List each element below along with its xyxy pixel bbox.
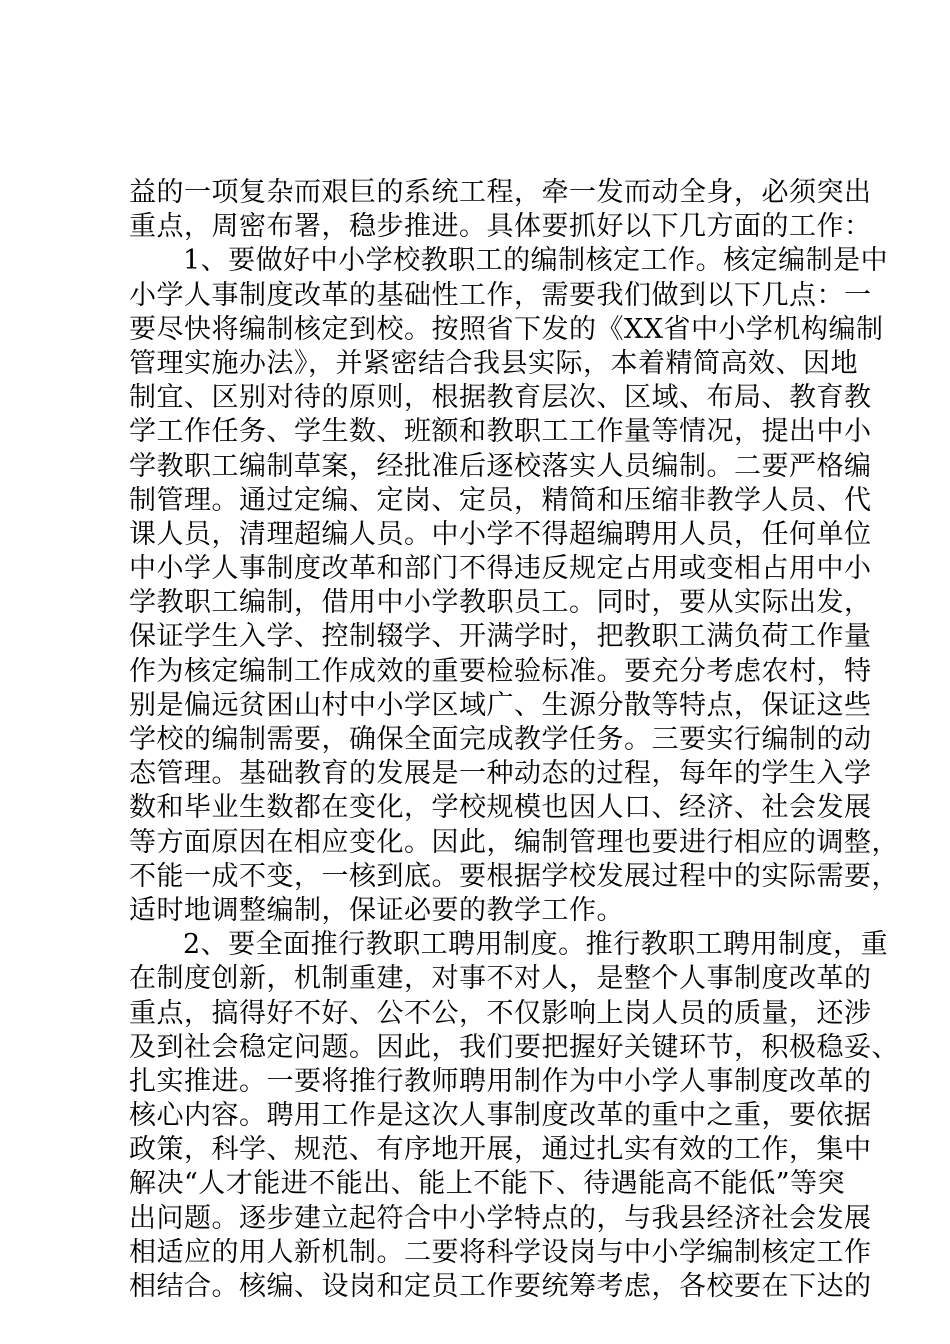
text-line: 学教职工编制，借用中小学教职员工。同时，要从实际出发，: [129, 587, 872, 619]
text-line: 核心内容。聘用工作是这次人事制度改革的重中之重，要依据: [129, 1100, 872, 1132]
text-line: 保证学生入学、控制辍学、开满学时，把教职工满负荷工作量: [129, 621, 872, 653]
text-line: 作为核定编制工作成效的重要检验标准。要充分考虑农村，特: [129, 655, 872, 687]
text-line: 要尽快将编制核定到校。按照省下发的《XX省中小学机构编制: [129, 313, 884, 345]
text-line: 1、要做好中小学校教职工的编制核定工作。核定编制是中: [183, 245, 889, 277]
text-line: 政策，科学、规范、有序地开展，通过扎实有效的工作，集中: [129, 1134, 872, 1166]
text-line: 不能一成不变，一核到底。要根据学校发展过程中的实际需要，: [129, 860, 899, 892]
text-line: 学校的编制需要，确保全面完成教学任务。三要实行编制的动: [129, 724, 872, 755]
text-line: 解决“人才能进不能出、能上不能下、待遇能高不能低”等突: [129, 1168, 846, 1200]
text-line: 制管理。通过定编、定岗、定员，精简和压缩非教学人员、代: [129, 484, 872, 516]
text-line: 重点，周密布署，稳步推进。具体要抓好以下几方面的工作：: [129, 211, 872, 243]
text-line: 扎实推进。一要将推行教师聘用制作为中小学人事制度改革的: [129, 1065, 872, 1097]
text-line: 重点，搞得好不好、公不公，不仅影响上岗人员的质量，还涉: [129, 997, 872, 1029]
text-line: 2、要全面推行教职工聘用制度。推行教职工聘用制度，重: [183, 929, 889, 961]
text-line: 中小学人事制度改革和部门不得违反规定占用或变相占用中小: [129, 553, 872, 585]
text-line: 管理实施办法》，并紧密结合我县实际，本着精简高效、因地: [129, 347, 858, 379]
text-line: 相结合。核编、设岗和定员工作要统筹考虑，各校要在下达的: [129, 1271, 872, 1302]
text-line: 等方面原因在相应变化。因此，编制管理也要进行相应的调整，: [129, 826, 899, 858]
text-line: 及到社会稳定问题。因此，我们要把握好关键环节，积极稳妥、: [129, 1031, 899, 1063]
text-line: 益的一项复杂而艰巨的系统工程，牵一发而动全身，必须突出: [129, 177, 872, 208]
text-line: 在制度创新，机制重建，对事不对人，是整个人事制度改革的: [129, 963, 872, 995]
text-line: 相适应的用人新机制。二要将科学设岗与中小学编制核定工作: [129, 1236, 872, 1268]
text-line: 课人员，清理超编人员。中小学不得超编聘用人员，任何单位: [129, 518, 872, 550]
text-line: 数和毕业生数都在变化，学校规模也因人口、经济、社会发展: [129, 792, 872, 824]
text-line: 适时地调整编制，保证必要的教学工作。: [129, 894, 624, 926]
text-line: 制宜、区别对待的原则，根据教育层次、区域、布局、教育教: [129, 382, 872, 414]
text-line: 出问题。逐步建立起符合中小学特点的，与我县经济社会发展: [129, 1202, 872, 1234]
text-line: 小学人事制度改革的基础性工作，需要我们做到以下几点：一: [129, 279, 872, 311]
text-line: 学教职工编制草案，经批准后逐校落实人员编制。二要严格编: [129, 450, 872, 482]
text-line: 态管理。基础教育的发展是一种动态的过程，每年的学生入学: [129, 758, 872, 790]
text-line: 别是偏远贫困山村中小学区域广、生源分散等特点，保证这些: [129, 689, 872, 721]
text-line: 学工作任务、学生数、班额和教职工工作量等情况，提出中小: [129, 416, 872, 448]
document-body: [129, 176, 899, 1304]
